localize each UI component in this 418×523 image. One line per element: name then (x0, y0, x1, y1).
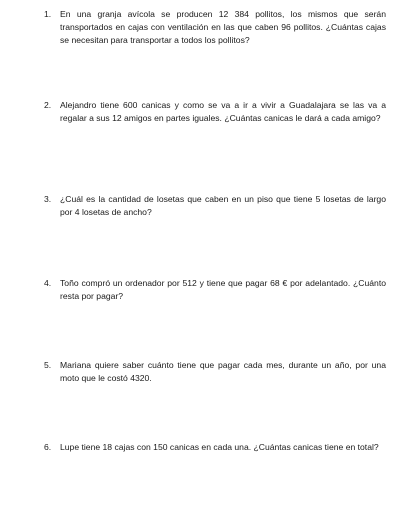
problem-number: 6. (44, 442, 52, 452)
problem-number: 5. (44, 360, 52, 370)
problem-item (44, 99, 386, 125)
problem-item (44, 441, 386, 454)
problem-number: 2. (44, 100, 52, 110)
problem-text: Toño compró un ordenador por 512 y tiene que pagar 68 € por adelantado. ¿Cuánto resta por pagar? (60, 278, 386, 301)
problem-text: Mariana quiere saber cuánto tiene que pagar cada mes, durante un año, por una moto que le costó 4320. (60, 360, 386, 383)
problem-item (44, 359, 386, 385)
problem-text: Alejandro tiene 600 canicas y como se va a ir a vivir a Guadalajara se las va a regalar a sus 12 amigos en partes iguales. ¿Cuántas canicas le dará a cada amigo? (60, 100, 386, 123)
problem-text: ¿Cuál es la cantidad de losetas que caben en un piso que tiene 5 losetas de largo por 4 losetas de ancho? (60, 194, 386, 217)
problem-text: Lupe tiene 18 cajas con 150 canicas en cada una. ¿Cuántas canicas tiene en total? (60, 442, 379, 452)
problem-number: 4. (44, 278, 52, 288)
problem-item (44, 8, 386, 47)
problem-number: 3. (44, 194, 52, 204)
problem-number: 1. (44, 9, 52, 19)
problem-text: En una granja avícola se producen 12 384 pollitos, los mismos que serán transportados en cajas con ventilación en las que caben 96 pollitos. ¿Cuántas cajas se necesitan para transportar a todos los pollitos? (60, 9, 386, 45)
problem-item (44, 277, 386, 303)
problem-item (44, 193, 386, 219)
